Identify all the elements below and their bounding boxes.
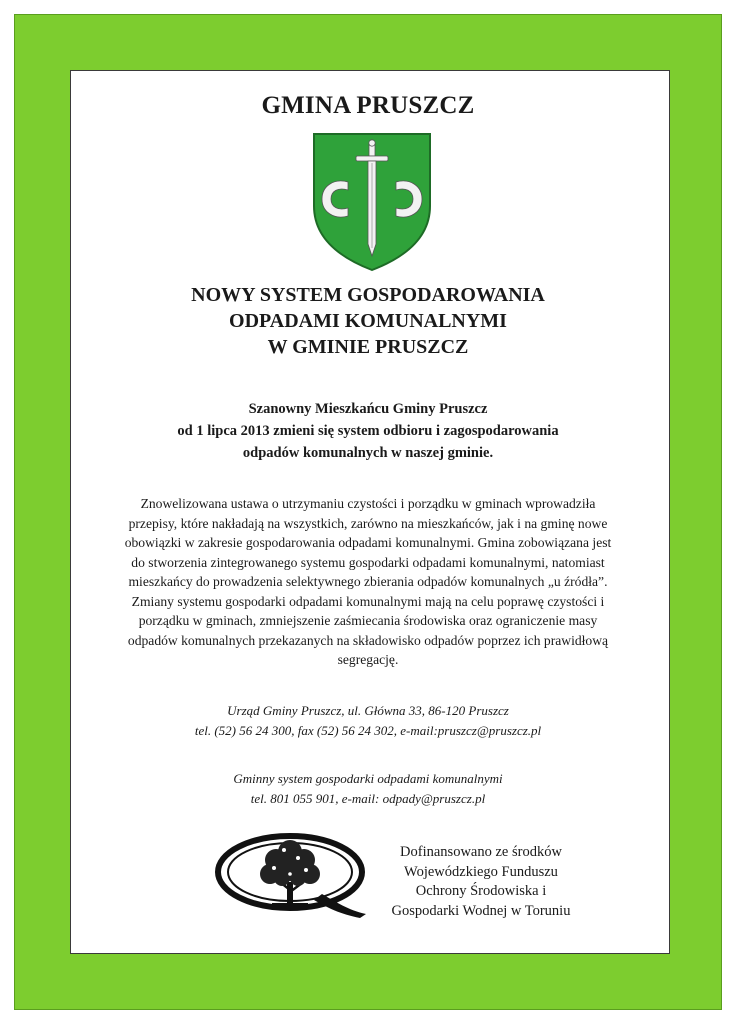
headline-line: ODPADAMI KOMUNALNYMI <box>229 310 507 332</box>
body-line: odpadów komunalnych przekazanych na składowisko odpadów poprzez ich prawidłową <box>127 632 609 648</box>
headline-line: NOWY SYSTEM GOSPODAROWANIA <box>191 284 545 306</box>
headline <box>0 282 736 360</box>
headline-line: W GMINIE PRUSZCZ <box>267 336 469 358</box>
fund-logo-icon <box>210 830 370 918</box>
office-address: Urząd Gminy Pruszcz, ul. Główna 33, 86-120 Pruszcz <box>227 703 509 718</box>
waste-system-phone-email: tel. 801 055 901, e-mail: odpady@pruszcz.pl <box>250 791 486 806</box>
greeting-line: Szanowny Mieszkańcu Gminy Pruszcz <box>248 401 488 417</box>
body-line: do stworzenia zintegrowanego systemu gospodarki odpadami komunalnymi, natomiast <box>131 554 605 570</box>
funding-line: Gospodarki Wodnej w Toruniu <box>391 902 571 919</box>
waste-system-contact <box>0 769 736 809</box>
body-line: Znowelizowana ustawa o utrzymaniu czystości i porządku w gminach wprowadziła <box>140 496 596 511</box>
greeting-line: odpadów komunalnych w naszej gminie. <box>242 445 494 461</box>
body-line: porządku w gminach, zmniejszenie zaśmiecania środowiska oraz ograniczenie masy <box>138 613 598 628</box>
office-phone-email: tel. (52) 56 24 300, fax (52) 56 24 302, e-mail:pruszcz@pruszcz.pl <box>194 723 542 738</box>
greeting <box>0 398 736 464</box>
funding-line: Wojewódzkiego Funduszu <box>404 863 558 880</box>
body-line: mieszkańcy do prowadzenia selektywnego zbierania odpadów komunalnych „u źródła”. <box>128 574 608 589</box>
body-line: przepisy, które nakładają na wszystkich, zarówno na mieszkańców, jak i na gminę nowe <box>128 515 608 531</box>
page-title: GMINA PRUSZCZ <box>261 92 475 119</box>
office-contact <box>0 701 736 741</box>
greeting-line: od 1 lipca 2013 zmieni się system odbioru i zagospodarowania <box>177 423 559 439</box>
funding-line: Dofinansowano ze środków <box>400 844 562 860</box>
body-paragraph <box>84 494 652 670</box>
body-line: segregację. <box>337 652 399 667</box>
funding-note <box>372 843 590 921</box>
body-line: Zmiany systemu gospodarki odpadami komunalnymi mają na celu poprawę czystości i <box>131 593 605 609</box>
funding-line: Ochrony Środowiska i <box>415 883 547 899</box>
waste-system-name: Gminny system gospodarki odpadami komunalnymi <box>233 771 503 786</box>
body-line: obowiązki w zakresie gospodarowania odpadami komunalnymi. Gmina zobowiązana jest <box>124 535 612 550</box>
coat-of-arms-icon <box>312 132 432 272</box>
